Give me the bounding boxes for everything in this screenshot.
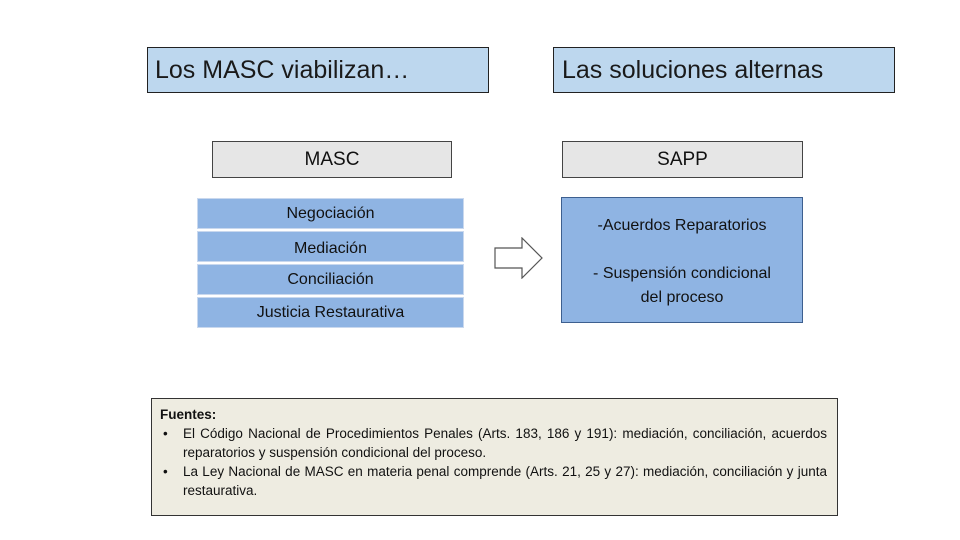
sapp-label-box: SAPP <box>562 141 803 178</box>
source-item <box>160 462 827 500</box>
header-masc-viabilizan: Los MASC viabilizan… <box>147 47 489 93</box>
sources-box <box>151 398 838 516</box>
sapp-items-box <box>561 197 803 323</box>
sapp-item-suspension: - Suspensión condicional <box>593 265 771 282</box>
source-text: El Código Nacional de Procedimientos Penales (Arts. 183, 186 y 191): mediación, conciliación, acuerdos reparatorios y suspensión condicional del proceso. <box>183 426 827 460</box>
masc-item-negociacion: Negociación <box>197 198 464 229</box>
source-item <box>160 424 827 462</box>
sources-title: Fuentes: <box>160 407 217 422</box>
masc-label-box: MASC <box>212 141 452 178</box>
sapp-item-suspension-cont: del proceso <box>640 289 724 306</box>
header-soluciones-alternas: Las soluciones alternas <box>553 47 895 93</box>
right-arrow-icon <box>494 237 544 279</box>
masc-item-mediacion: Mediación <box>197 231 464 262</box>
sources-list <box>160 424 827 500</box>
bullet-icon: • <box>163 426 168 441</box>
masc-item-justicia-restaurativa: Justicia Restaurativa <box>197 297 464 328</box>
masc-item-conciliacion: Conciliación <box>197 264 464 295</box>
source-text: La Ley Nacional de MASC en materia penal comprende (Arts. 21, 25 y 27): mediación, conciliación y junta restaurativa. <box>183 464 827 498</box>
sapp-item-acuerdos: -Acuerdos Reparatorios <box>597 217 767 234</box>
bullet-icon: • <box>163 464 168 479</box>
